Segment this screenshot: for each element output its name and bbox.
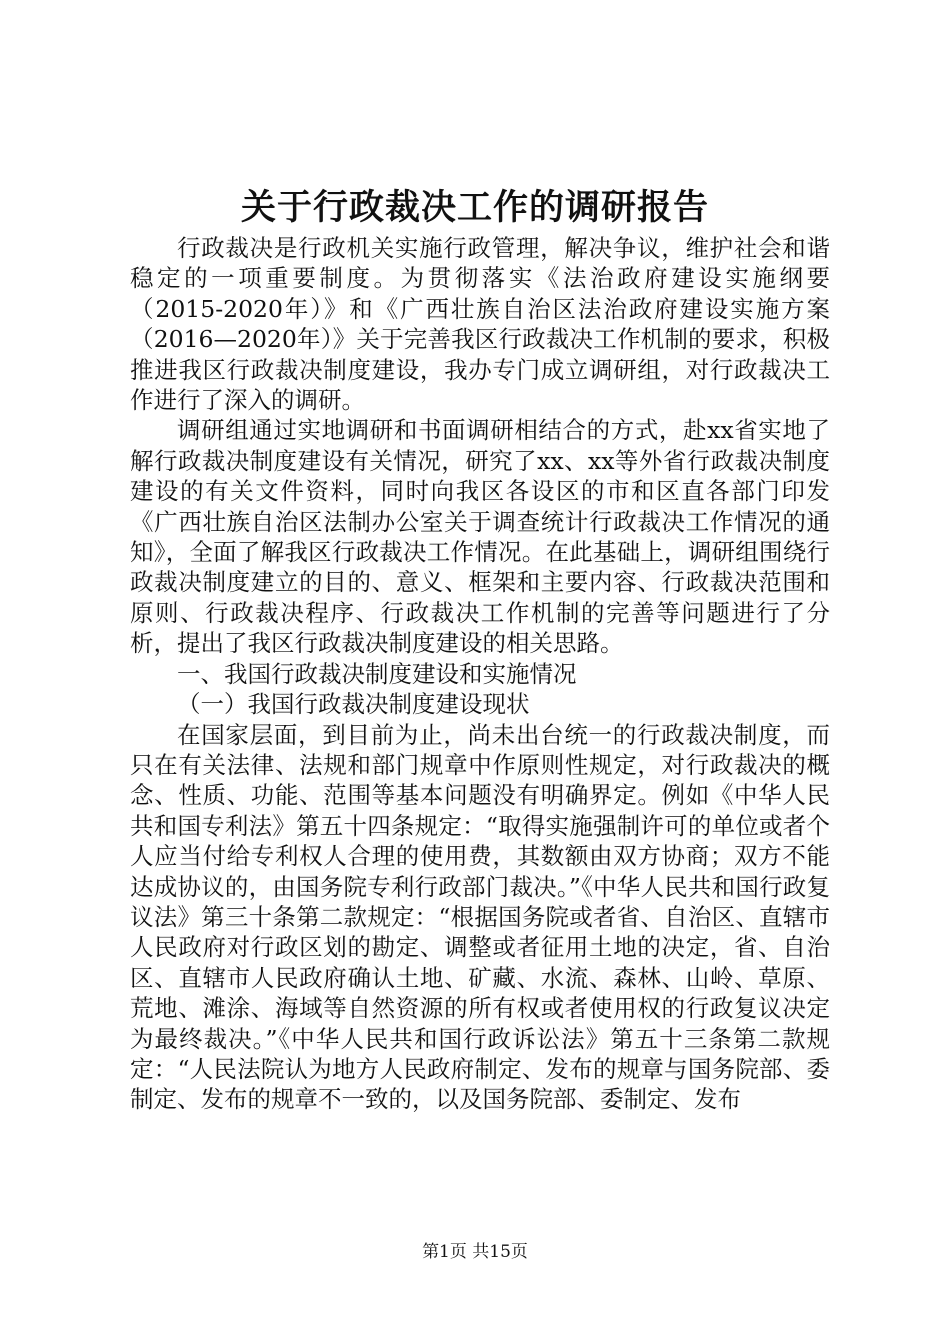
page-footer: 第1页 共15页 [422,1242,528,1262]
paragraph: 行政裁决是行政机关实施行政管理，解决争议，维护社会和谐稳定的一项重要制度。为贯彻落实《法治政府建设实施纲要（2015-2020年）》和《广西壮族自治区法治政府建设实施方案（2016—2020年）》关于完善我区行政裁决工作机制的要求，积极推进我区行政裁决制度建设，我办专门成立调研组，对行政裁决工作进行了深入的调研。 [130,234,830,415]
paragraph: 在国家层面，到目前为止，尚未出台统一的行政裁决制度，而只在有关法律、法规和部门规章中作原则性规定，对行政裁决的概念、性质、功能、范围等基本问题没有明确界定。例如《中华人民共和国专利法》第五十四条规定：“取得实施强制许可的单位或者个人应当付给专利权人合理的使用费，其数额由双方协商；双方不能达成协议的，由国务院专利行政部门裁决。”《中华人民共和国行政复议法》第三十条第二款规定：“根据国务院或者省、自治区、直辖市人民政府对行政区划的勘定、调整或者征用土地的决定，省、自治区、直辖市人民政府确认土地、矿藏、水流、森林、山岭、草原、荒地、滩涂、海域等自然资源的所有权或者使用权的行政复议决定为最终裁决。”《中华人民共和国行政诉讼法》第五十三条第二款规定：“人民法院认为地方人民政府制定、发布的规章与国务院部、委制定、发布的规章不一致的，以及国务院部、委制定、发布 [130,720,830,1114]
subsection-heading: （一）我国行政裁决制度建设现状 [177,690,530,719]
document-title: 关于行政裁决工作的调研报告 [240,187,709,228]
section-heading: 一、我国行政裁决制度建设和实施情况 [177,659,577,688]
document-body [130,233,830,1115]
paragraph: 调研组通过实地调研和书面调研相结合的方式，赴xx省实地了解行政裁决制度建设有关情况，研究了xx、xx等外省行政裁决制度建设的有关文件资料，同时向我区各设区的市和区直各部门印发《广西壮族自治区法制办公室关于调查统计行政裁决工作情况的通知》，全面了解我区行政裁决工作情况。在此基础上，调研组围绕行政裁决制度建立的目的、意义、框架和主要内容、行政裁决范围和原则、行政裁决程序、行政裁决工作机制的完善等问题进行了分析，提出了我区行政裁决制度建设的相关思路。 [130,416,830,658]
